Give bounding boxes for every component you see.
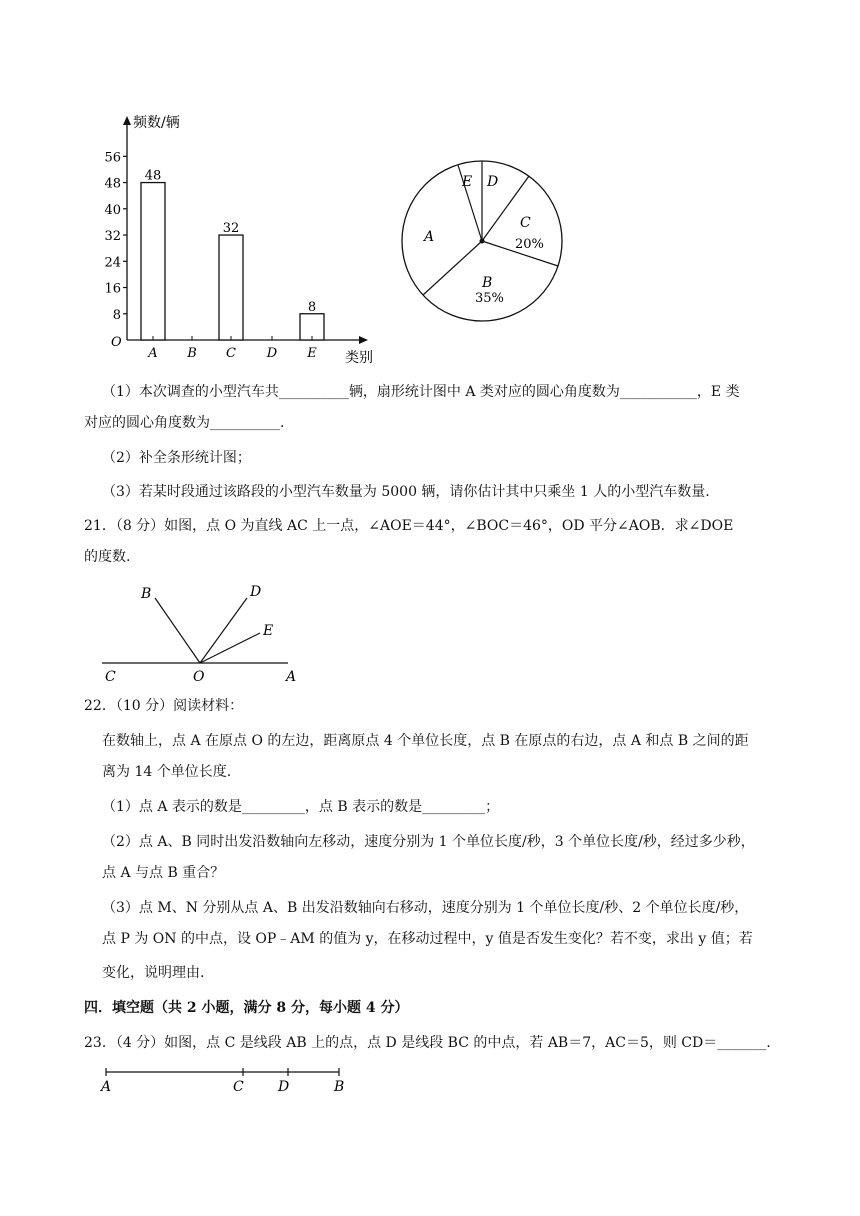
pie-slice-label-c: C	[520, 215, 531, 231]
q20-part1-line2: 对应的圆心角度数为__________.	[84, 415, 285, 431]
q23-line1: 23．（4 分）如图，点 C 是线段 AB 上的点，点 D 是线段 BC 的中点，若 AB＝7，AC＝5，则 CD＝_______.	[84, 1035, 771, 1051]
ray-od	[200, 598, 247, 663]
y-tick-label: 32	[104, 229, 121, 245]
q20-part2: （2）补全条形统计图；	[102, 450, 251, 466]
label-b: B	[141, 586, 152, 602]
bar-chart	[100, 108, 400, 368]
y-tick-label: 24	[104, 255, 121, 271]
label-d: D	[278, 1079, 290, 1095]
q20-part3: （3）若某时段通过该路段的小型汽车数量为 5000 辆，请你估计其中只乘坐 1 人的小型汽车数量.	[102, 484, 710, 500]
y-tick-label: 56	[104, 150, 121, 166]
y-axis-arrow	[123, 116, 131, 125]
q22-line2: 在数轴上，点 A 在原点 O 的左边，距离原点 4 个单位长度，点 B 在原点的右边，点 A 和点 B 之间的距	[102, 733, 749, 749]
x-category-label: D	[266, 346, 278, 361]
q22-line8: 点 P 为 ON 的中点，设 OP﹣AM 的值为 y，在移动过程中，y 值是否发生变化？若不变，求出 y 值；若	[102, 931, 753, 947]
pie-chart	[395, 150, 575, 330]
y-tick-label: 48	[104, 176, 121, 192]
label-a: A	[286, 669, 297, 685]
q20-part1-line1: （1）本次调查的小型汽车共__________辆，扇形统计图中 A 类对应的圆心角度数为___________，E 类	[102, 384, 740, 400]
q22-line4: （1）点 A 表示的数是_________，点 B 表示的数是_________；	[102, 799, 500, 815]
q21-angle-figure	[100, 578, 305, 686]
y-tick-label: 8	[112, 307, 121, 323]
x-axis-arrow	[359, 336, 368, 344]
label-d: D	[250, 584, 262, 600]
x-category-label: B	[187, 346, 197, 361]
y-tick-label: 40	[104, 202, 121, 218]
label-c: C	[105, 669, 116, 685]
ray-oe	[200, 633, 260, 663]
bar-data-label: 32	[222, 221, 240, 237]
bar-data-label: 8	[307, 299, 317, 315]
x-category-label: E	[307, 346, 317, 361]
pie-slice-percent-c: 20%	[515, 237, 544, 252]
pie-center-dot	[480, 239, 485, 244]
q22-line9: 变化，说明理由.	[102, 965, 205, 981]
pie-slice-label-e: E	[462, 174, 473, 190]
label-e: E	[263, 623, 274, 639]
label-b: B	[334, 1079, 345, 1095]
bar-a	[141, 183, 165, 340]
q21-line2: 的度数.	[84, 549, 131, 565]
label-c: C	[233, 1079, 244, 1095]
pie-slice-label-b: B	[482, 275, 493, 291]
pie-slice-label-d: D	[487, 174, 499, 190]
q21-line1: 21．（8 分）如图，点 O 为直线 AC 上一点，∠AOE＝44°，∠BOC＝46°，OD 平分∠AOB．求∠DOE	[84, 518, 734, 534]
y-tick-label: 16	[104, 281, 121, 297]
bar-c	[219, 235, 243, 340]
q22-line3: 离为 14 个单位长度.	[102, 764, 232, 780]
y-axis-label: 频数/辆	[133, 115, 180, 131]
q22-line7: （3）点 M、N 分别从点 A、B 出发沿数轴向右移动，速度分别为 1 个单位长度/秒、2 个单位长度/秒，	[102, 900, 749, 916]
bar-data-label: 48	[144, 168, 162, 184]
section4-heading: 四．填空题（共 2 小题，满分 8 分，每小题 4 分）	[84, 1000, 409, 1016]
label-o: O	[193, 669, 205, 685]
x-category-label: C	[226, 346, 236, 361]
ray-ob	[155, 598, 200, 663]
q22-line1: 22．（10 分）阅读材料：	[84, 698, 244, 714]
pie-slice-label-a: A	[424, 229, 435, 245]
x-axis-label: 类别	[345, 350, 373, 366]
origin-label: O	[111, 335, 122, 350]
x-category-label: A	[148, 346, 158, 361]
pie-slice-percent-b: 35%	[475, 291, 504, 306]
q22-line5: （2）点 A、B 同时出发沿数轴向左移动，速度分别为 1 个单位长度/秒，3 个单位长度/秒，经过多少秒，	[102, 834, 755, 850]
q23-segment-figure	[100, 1065, 350, 1095]
q22-line6: 点 A 与点 B 重合？	[102, 865, 225, 881]
label-a: A	[101, 1079, 112, 1095]
